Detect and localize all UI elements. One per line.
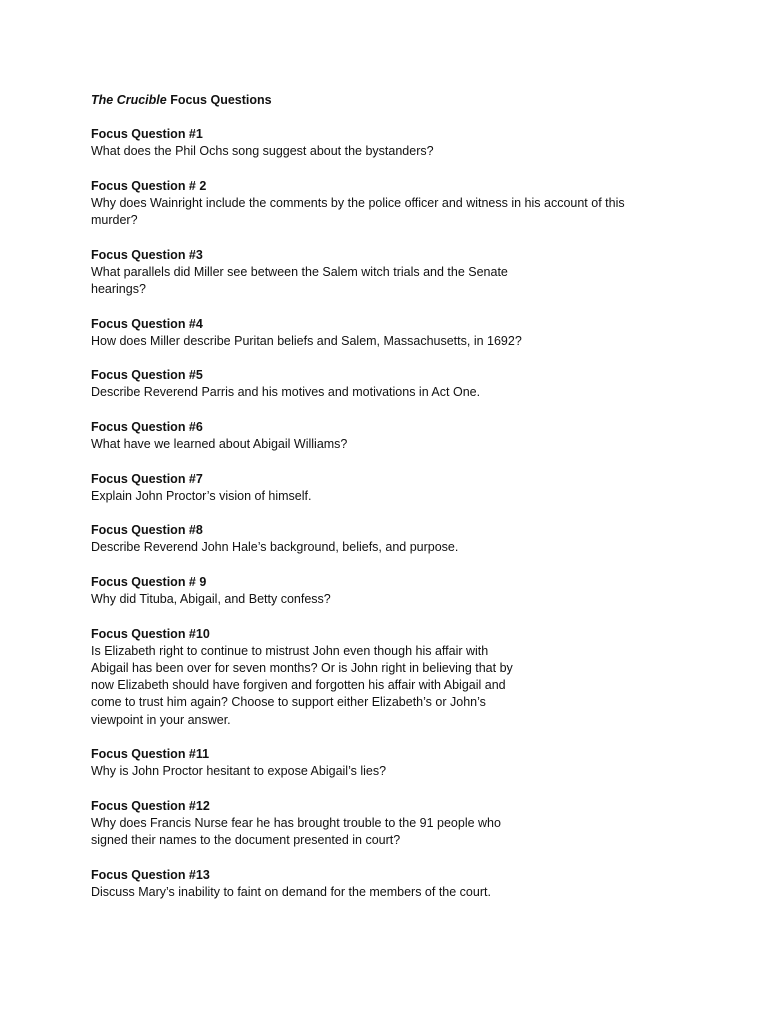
focus-question-12: [91, 798, 651, 849]
focus-question-1: [91, 126, 651, 160]
question-heading: Focus Question #6: [91, 419, 203, 434]
question-heading: Focus Question #8: [91, 523, 203, 538]
question-heading: Focus Question #13: [91, 867, 210, 882]
question-heading: Focus Question #7: [91, 471, 203, 486]
question-text: Why does Francis Nurse fear he has brought trouble to the 91 people who signed their names to the document presented in court?: [91, 815, 501, 848]
question-text: What parallels did Miller see between the Salem witch trials and the Senate hearings?: [91, 264, 508, 296]
question-text: Why does Wainright include the comments by the police officer and witness in his account of this murder?: [91, 195, 625, 227]
focus-question-7: [91, 471, 651, 505]
focus-question-11: [91, 746, 651, 780]
focus-question-9: [91, 574, 651, 608]
question-heading: Focus Question #10: [91, 626, 210, 641]
question-text: Why did Tituba, Abigail, and Betty confess?: [91, 592, 331, 607]
focus-question-10: [91, 626, 651, 729]
question-text: Discuss Mary’s inability to faint on demand for the members of the court.: [91, 884, 491, 899]
focus-question-4: [91, 316, 651, 350]
question-text: What does the Phil Ochs song suggest about the bystanders?: [91, 144, 434, 158]
question-heading: Focus Question # 2: [91, 178, 207, 193]
question-text: Describe Reverend John Hale’s background, beliefs, and purpose.: [91, 540, 459, 555]
question-heading: Focus Question #1: [91, 127, 203, 141]
question-text: Describe Reverend Parris and his motives and motivations in Act One.: [91, 385, 481, 400]
focus-question-3: [91, 247, 651, 298]
question-heading: Focus Question #12: [91, 798, 210, 813]
question-text: Why is John Proctor hesitant to expose Abigail’s lies?: [91, 764, 387, 779]
title-rest: Focus Questions: [166, 93, 272, 107]
focus-question-2: [91, 178, 651, 229]
question-text: Is Elizabeth right to continue to mistrust John even though his affair with Abigail has been over for seven months? Or is John right in believing that by now Elizabeth should have forgiven and forgotten his affair with Abigail and come to trust him again? Choose to support either Elizabeth’s or John’s viewpoint in your answer.: [91, 643, 513, 727]
question-heading: Focus Question #5: [91, 368, 203, 383]
question-heading: Focus Question # 9: [91, 575, 207, 590]
focus-question-6: [91, 419, 651, 453]
question-text: How does Miller describe Puritan beliefs and Salem, Massachusetts, in 1692?: [91, 333, 522, 348]
focus-question-8: [91, 522, 651, 556]
question-text: What have we learned about Abigail Williams?: [91, 436, 348, 451]
document-page: [91, 92, 651, 919]
question-heading: Focus Question #11: [91, 747, 210, 762]
question-text: Explain John Proctor’s vision of himself.: [91, 488, 312, 503]
question-heading: Focus Question #3: [91, 247, 203, 262]
title-italic: The Crucible: [91, 93, 167, 107]
document-title: [91, 92, 651, 109]
focus-question-5: [91, 367, 651, 401]
question-heading: Focus Question #4: [91, 316, 203, 331]
focus-question-13: [91, 867, 651, 901]
